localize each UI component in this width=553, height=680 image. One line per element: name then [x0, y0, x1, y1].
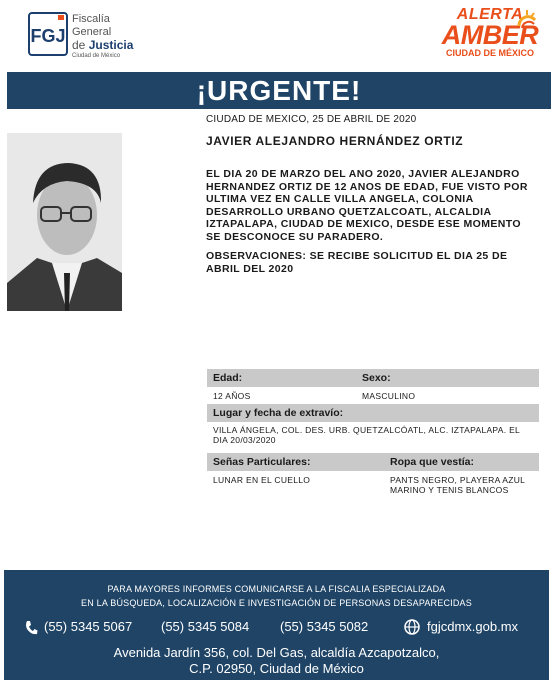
age-value: 12 AÑOS — [213, 391, 251, 401]
urgent-title: ¡URGENTE! — [196, 75, 362, 106]
missing-person-photo — [7, 133, 122, 311]
globe-icon — [404, 619, 420, 635]
date-line: CIUDAD DE MEXICO, 25 DE ABRIL DE 2020 — [206, 114, 417, 125]
urgent-banner — [7, 72, 551, 109]
place-label: Lugar y fecha de extravío: — [207, 404, 539, 422]
sex-value: MASCULINO — [362, 391, 416, 401]
agency-name — [72, 13, 133, 61]
place-value: VILLA ÁNGELA, COL. DES. URB. QUETZALCÓATL, ALC. IZTAPALAPA. EL DIA 20/03/2020 — [213, 425, 520, 445]
agency-city: Ciudad de México — [72, 53, 121, 59]
alert-line2: AMBER — [441, 20, 539, 50]
phone-number-1[interactable]: (55) 5345 5067 — [44, 619, 133, 634]
phone-icon — [24, 620, 38, 636]
logo-letters: FGJ — [30, 26, 66, 46]
agency-line3: Justicia — [88, 38, 134, 52]
footer-info-line2: EN LA BÚSQUEDA, LOCALIZACIÓN E INVESTIGACIÓN DE PERSONAS DESAPARECIDAS — [81, 598, 472, 608]
phone-row — [4, 619, 549, 637]
address-line2: C.P. 02950, Ciudad de México — [189, 661, 364, 676]
phone-number-2[interactable]: (55) 5345 5084 — [161, 619, 250, 634]
address-line1: Avenida Jardín 356, col. Del Gas, alcaldía Azcapotzalco, — [113, 645, 440, 660]
contact-footer — [4, 570, 549, 680]
footer-info-line1: PARA MAYORES INFORMES COMUNICARSE A LA FISCALIA ESPECIALIZADA — [107, 584, 446, 594]
clothes-value: PANTS NEGRO, PLAYERA AZUL MARINO Y TENIS BLANCOS — [390, 475, 525, 495]
marks-label: Señas Particulares: — [207, 453, 539, 471]
agency-line1: Fiscalía — [72, 13, 110, 25]
alert-line3: CIUDAD DE MÉXICO — [445, 48, 534, 58]
agency-line2: General — [72, 26, 112, 38]
agency-prefix: de — [72, 38, 89, 52]
missing-person-name: JAVIER ALEJANDRO HERNÁNDEZ ORTIZ — [206, 134, 464, 148]
clothes-label: Ropa que vestía: — [390, 456, 475, 468]
sex-label: Sexo: — [362, 372, 391, 384]
case-observations: OBSERVACIONES: SE RECIBE SOLICITUD EL DIA 25 DE ABRIL DEL 2020 — [206, 250, 508, 275]
sun-icon — [515, 8, 539, 30]
age-label: Edad: — [213, 372, 243, 384]
fgj-logo-icon — [28, 12, 68, 56]
case-narrative: EL DIA 20 DE MARZO DEL ANO 2020, JAVIER ALEJANDRO HERNANDEZ ORTIZ DE 12 ANOS DE EDAD, FUE VISTO POR ULTIMA VEZ EN CALLE VILLA ANGELA, COLONIA DESARROLLO URBANO QUETZALCOATL, ALCALDIA IZTAPALAPA, CIUDAD DE MEXICO, DESDE ESE MOMENTO SE DESCONOCE SU PARADERO. — [206, 168, 528, 243]
phone-number-3[interactable]: (55) 5345 5082 — [280, 619, 369, 634]
website-link[interactable]: fgjcdmx.gob.mx — [427, 619, 519, 634]
alert-line1: ALERTA — [456, 6, 524, 23]
marks-value: LUNAR EN EL CUELLO — [213, 475, 311, 485]
